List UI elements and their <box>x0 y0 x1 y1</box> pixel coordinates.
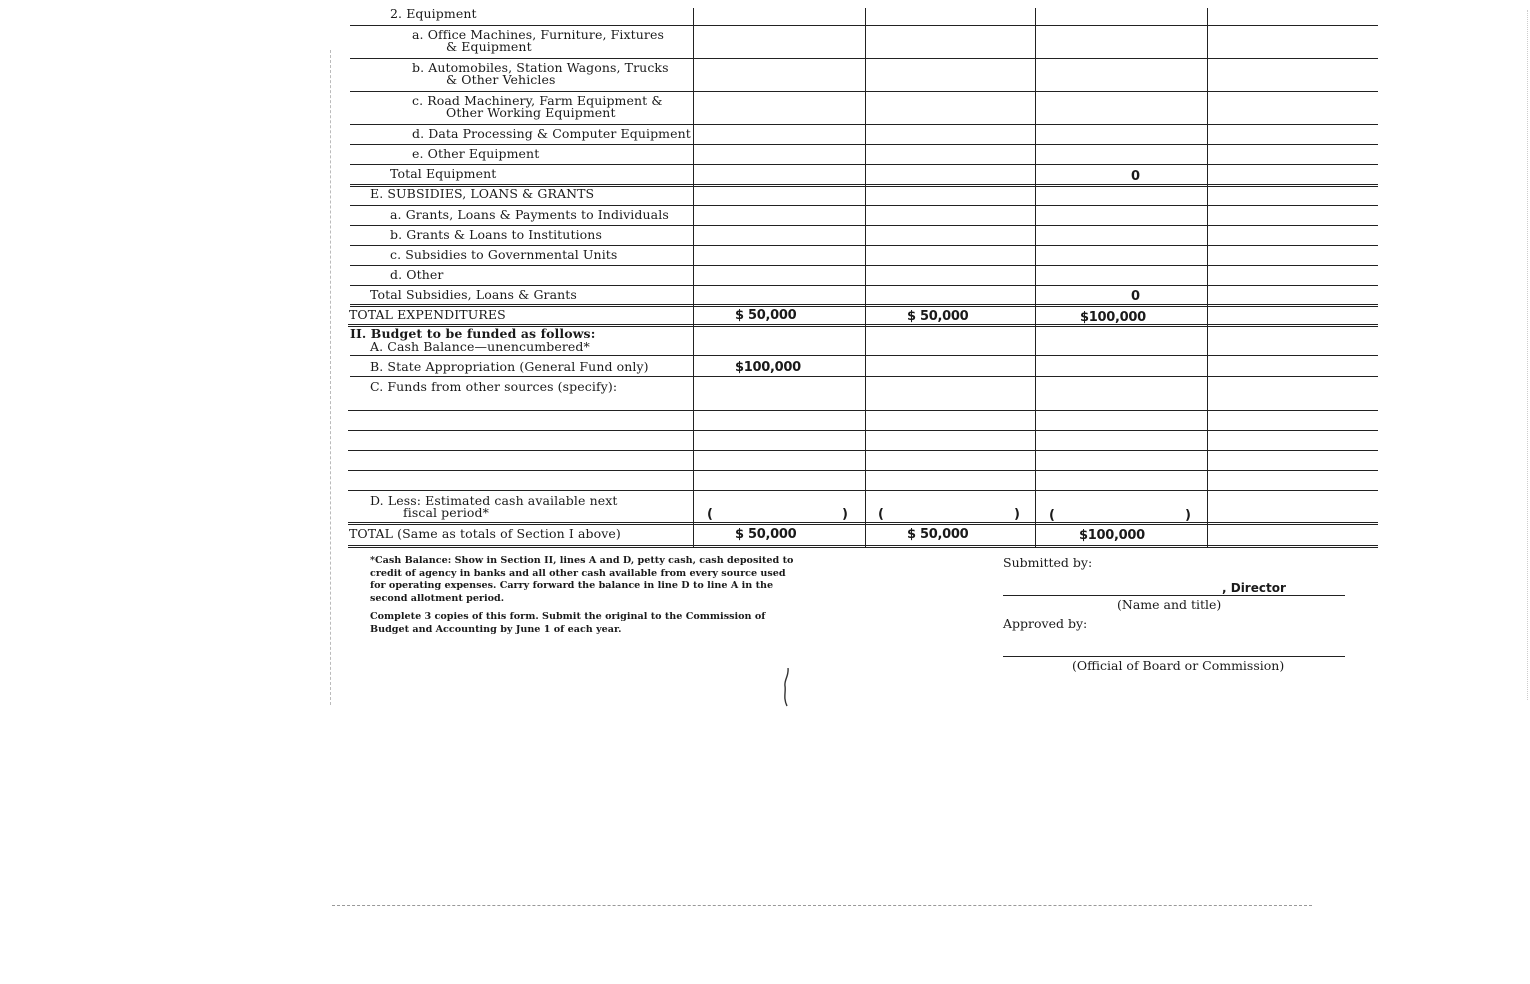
less-col2-close-paren: ) <box>1014 507 1020 522</box>
row-rule-double <box>348 522 1378 525</box>
row-label-section-ii: II. Budget to be funded as follows: <box>350 326 596 341</box>
submission-instructions: Complete 3 copies of this form. Submit the original to the Commission of Budget and Accounting by June 1 of each year. <box>370 611 766 635</box>
row-label-automobiles-cont: & Other Vehicles <box>446 72 556 87</box>
row-rule <box>350 265 1378 266</box>
row-label-subsidies-heading: E. SUBSIDIES, LOANS & GRANTS <box>370 186 595 201</box>
cash-balance-footnote: *Cash Balance: Show in Section II, lines A and D, petty cash, cash deposited to credit of agency in banks and all other cash available from every source used for operating expenses. Carry forward the balance in line D to line A in the second allotment period. <box>370 555 794 604</box>
total-expenditures-col1-value: $ 50,000 <box>735 308 797 323</box>
director-title: , Director <box>1222 581 1286 595</box>
less-col2-open-paren: ( <box>878 507 884 522</box>
pen-mark <box>782 668 790 708</box>
row-rule <box>348 430 1378 431</box>
row-label-equipment: 2. Equipment <box>390 6 477 21</box>
name-and-title-caption: (Name and title) <box>1117 597 1222 612</box>
column-rule-2 <box>865 8 866 548</box>
row-rule <box>350 376 1378 377</box>
row-rule <box>350 205 1378 206</box>
column-rule-3 <box>1035 8 1036 548</box>
row-label-less-estimated: D. Less: Estimated cash available next <box>370 493 618 508</box>
right-margin-scan-mark <box>1527 10 1528 700</box>
official-caption: (Official of Board or Commission) <box>1072 658 1285 673</box>
state-appropriation-col1-value: $100,000 <box>735 360 801 375</box>
bottom-fold-line <box>332 905 1312 906</box>
column-rule-1 <box>693 8 694 548</box>
row-rule <box>348 450 1378 451</box>
row-label-grants-institutions: b. Grants & Loans to Institutions <box>390 227 602 242</box>
less-col3-open-paren: ( <box>1049 508 1055 523</box>
row-label-road-machinery-cont: Other Working Equipment <box>446 105 616 120</box>
row-rule <box>348 410 1378 411</box>
row-label-cash-balance: A. Cash Balance—unencumbered* <box>370 339 590 354</box>
total-section-col3-value: $100,000 <box>1079 528 1145 543</box>
row-rule <box>350 355 1378 356</box>
row-label-less-estimated-cont: fiscal period* <box>403 505 490 520</box>
column-rule-4 <box>1207 8 1208 548</box>
left-margin-scan-mark <box>330 50 331 705</box>
total-expenditures-col3-value: $100,000 <box>1080 310 1146 325</box>
row-label-office-machines: a. Office Machines, Furniture, Fixtures <box>412 27 665 42</box>
submitted-by-signature-line <box>1003 595 1345 596</box>
approved-by-signature-line <box>1003 656 1345 657</box>
less-col1-open-paren: ( <box>707 507 713 522</box>
row-label-total-equipment: Total Equipment <box>390 166 497 181</box>
total-equipment-col3-value: 0 <box>1131 169 1140 184</box>
row-label-state-appropriation: B. State Appropriation (General Fund only) <box>370 359 649 374</box>
total-expenditures-col2-value: $ 50,000 <box>907 309 969 324</box>
row-rule <box>348 490 1378 491</box>
less-col1-close-paren: ) <box>842 507 848 522</box>
row-rule-double <box>348 545 1378 548</box>
approved-by-label: Approved by: <box>1003 616 1088 631</box>
row-rule <box>350 245 1378 246</box>
row-label-other-equipment: e. Other Equipment <box>412 146 540 161</box>
total-section-col2-value: $ 50,000 <box>907 527 969 542</box>
row-rule <box>350 124 1378 125</box>
row-label-data-processing: d. Data Processing & Computer Equipment <box>412 126 691 141</box>
total-section-col1-value: $ 50,000 <box>735 527 797 542</box>
row-label-total-expenditures: TOTAL EXPENDITURES <box>349 307 506 322</box>
total-subsidies-col3-value: 0 <box>1131 289 1140 304</box>
row-label-road-machinery: c. Road Machinery, Farm Equipment & <box>412 93 663 108</box>
row-rule <box>350 25 1378 26</box>
row-label-grants-individuals: a. Grants, Loans & Payments to Individuals <box>390 207 669 222</box>
row-rule <box>350 285 1378 286</box>
row-label-subsidies-other: d. Other <box>390 267 444 282</box>
row-rule <box>350 144 1378 145</box>
row-label-subsidies-governmental: c. Subsidies to Governmental Units <box>390 247 618 262</box>
row-rule <box>350 91 1378 92</box>
row-rule <box>350 164 1378 165</box>
row-label-total-section: TOTAL (Same as totals of Section I above) <box>349 526 621 541</box>
less-col3-close-paren: ) <box>1185 508 1191 523</box>
row-label-other-sources: C. Funds from other sources (specify): <box>370 379 618 394</box>
row-label-automobiles: b. Automobiles, Station Wagons, Trucks <box>412 60 669 75</box>
submitted-by-label: Submitted by: <box>1003 555 1093 570</box>
row-rule <box>348 470 1378 471</box>
row-rule <box>350 225 1378 226</box>
row-label-office-machines-cont: & Equipment <box>446 39 532 54</box>
row-label-total-subsidies: Total Subsidies, Loans & Grants <box>370 287 577 302</box>
row-rule <box>350 58 1378 59</box>
